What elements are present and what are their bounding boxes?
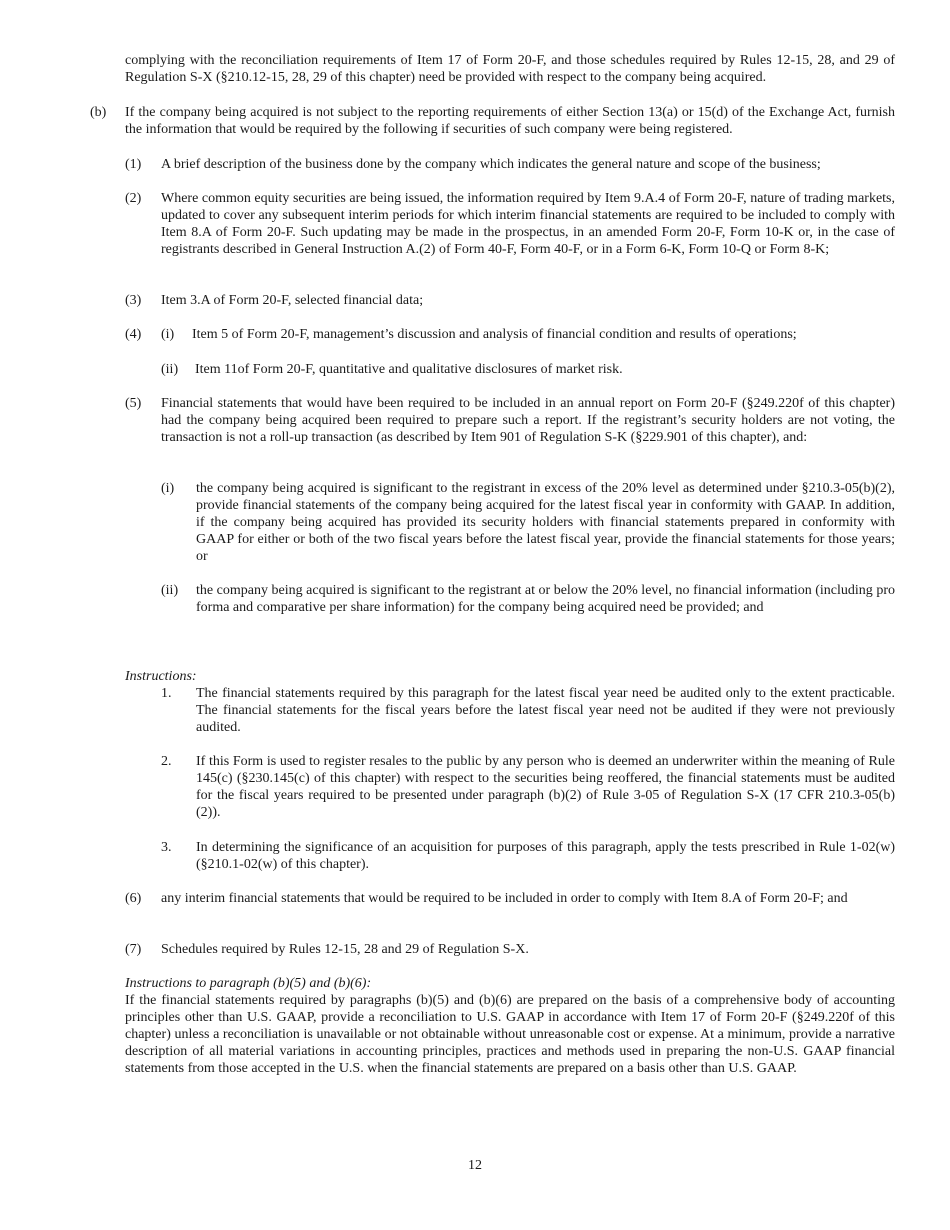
instructions-b5-b6-heading: Instructions to paragraph (b)(5) and (b)(6): [125, 976, 372, 991]
item-1-label: (1) [125, 157, 142, 172]
instructions-heading: Instructions: [125, 669, 197, 684]
para-b-text: If the company being acquired is not subject to the reporting requirements of either Section 13(a) or 15(d) of the Exchange Act, furnish the information that would be required by the following if securities of such company were being registered. [125, 105, 895, 137]
item-4-ii-label: (ii) [161, 362, 179, 377]
instruction-1-text: The financial statements required by this paragraph for the latest fiscal year need be audited only to the extent practicable. The financial statements for the fiscal years before the latest fiscal year need not be audited if they were not previously audited. [196, 686, 895, 735]
item-2-label: (2) [125, 191, 142, 206]
item-5-label: (5) [125, 396, 142, 411]
instruction-3-label: 3. [161, 840, 172, 855]
instruction-2-label: 2. [161, 754, 172, 769]
instructions-b5-b6-text: If the financial statements required by paragraphs (b)(5) and (b)(6) are prepared on the basis of a comprehensive body of accounting principles other than U.S. GAAP, provide a reconciliation to U.S. GAAP in accordance with Item 17 of Form 20-F (§249.220f of this chapter) unless a reconciliation is unavailable or not obtainable without unreasonable cost or expense. At a minimum, provide a narrative description of all material variations in accounting principles, practices and methods used in preparing the non-U.S. GAAP financial statements from those accepted in the U.S. when the financial statements are prepared on a basis other than U.S. GAAP. [125, 993, 895, 1076]
item-5-i-text: the company being acquired is significant to the registrant in excess of the 20% level as determined under §210.3-05(b)(2), provide financial statements of the company being acquired for the latest fiscal year in conformity with GAAP. In addition, if the company being acquired has provided its security holders with financial statements prepared in conformity with GAAP for either or both of the two fiscal years before the latest fiscal year, provide the financial statements for those years; or [196, 481, 895, 564]
item-4-i-text: Item 5 of Form 20-F, management’s discussion and analysis of financial condition and results of operations; [192, 327, 797, 342]
item-6-label: (6) [125, 891, 142, 906]
instruction-3-text: In determining the significance of an acquisition for purposes of this paragraph, apply the tests prescribed in Rule 1-02(w) (§210.1-02(w) of this chapter). [196, 840, 895, 872]
item-5-text: Financial statements that would have been required to be included in an annual report on Form 20-F (§249.220f of this chapter) had the company being acquired been required to prepare such a report. If the registrant’s security holders are not voting, the transaction is not a roll-up transaction (as described by Item 901 of Regulation S-K (§229.901 of this chapter), and: [161, 396, 895, 445]
intro-paragraph: complying with the reconciliation requirements of Item 17 of Form 20-F, and those schedules required by Rules 12-15, 28, and 29 of Regulation S-X (§210.12-15, 28, 29 of this chapter) need be provided with respect to the company being acquired. [125, 53, 895, 85]
para-b-label: (b) [90, 105, 107, 120]
item-4-ii-text: Item 11of Form 20-F, quantitative and qualitative disclosures of market risk. [195, 362, 623, 377]
item-5-ii-text: the company being acquired is significant to the registrant at or below the 20% level, no financial information (including pro forma and comparative per share information) for the company being acquired need be provided; and [196, 583, 895, 615]
item-3-label: (3) [125, 293, 142, 308]
item-5-ii-label: (ii) [161, 583, 179, 598]
item-1-text: A brief description of the business done by the company which indicates the general nature and scope of the business; [161, 157, 821, 172]
item-7-label: (7) [125, 942, 142, 957]
page-number: 12 [468, 1158, 482, 1173]
instruction-2-text: If this Form is used to register resales to the public by any person who is deemed an underwriter within the meaning of Rule 145(c) (§230.145(c) of this chapter) with respect to the securities being reoffered, the financial statements must be audited for the fiscal years required to be presented under paragraph (b)(2) of Rule 3-05 of Regulation S-X (17 CFR 210.3-05(b)(2)). [196, 754, 895, 820]
item-2-text: Where common equity securities are being issued, the information required by Item 9.A.4 of Form 20-F, nature of trading markets, updated to cover any subsequent interim periods for which interim financial statements are required to be included to comply with Item 8.A of Form 20-F. Such updating may be made in the prospectus, in an amended Form 20-F, Form 10-K or, in the case of registrants described in General Instruction A.(2) of Form 40-F, Form 40-F, or in a Form 6-K, Form 10-Q or Form 8-K; [161, 191, 895, 257]
instruction-1-label: 1. [161, 686, 172, 701]
item-3-text: Item 3.A of Form 20-F, selected financial data; [161, 293, 424, 308]
item-4-label: (4) [125, 327, 142, 342]
item-4-i-label: (i) [161, 327, 175, 342]
item-7-text: Schedules required by Rules 12-15, 28 and 29 of Regulation S-X. [161, 942, 529, 957]
item-5-i-label: (i) [161, 481, 175, 496]
item-6-text: any interim financial statements that would be required to be included in order to comply with Item 8.A of Form 20-F; and [161, 891, 848, 906]
